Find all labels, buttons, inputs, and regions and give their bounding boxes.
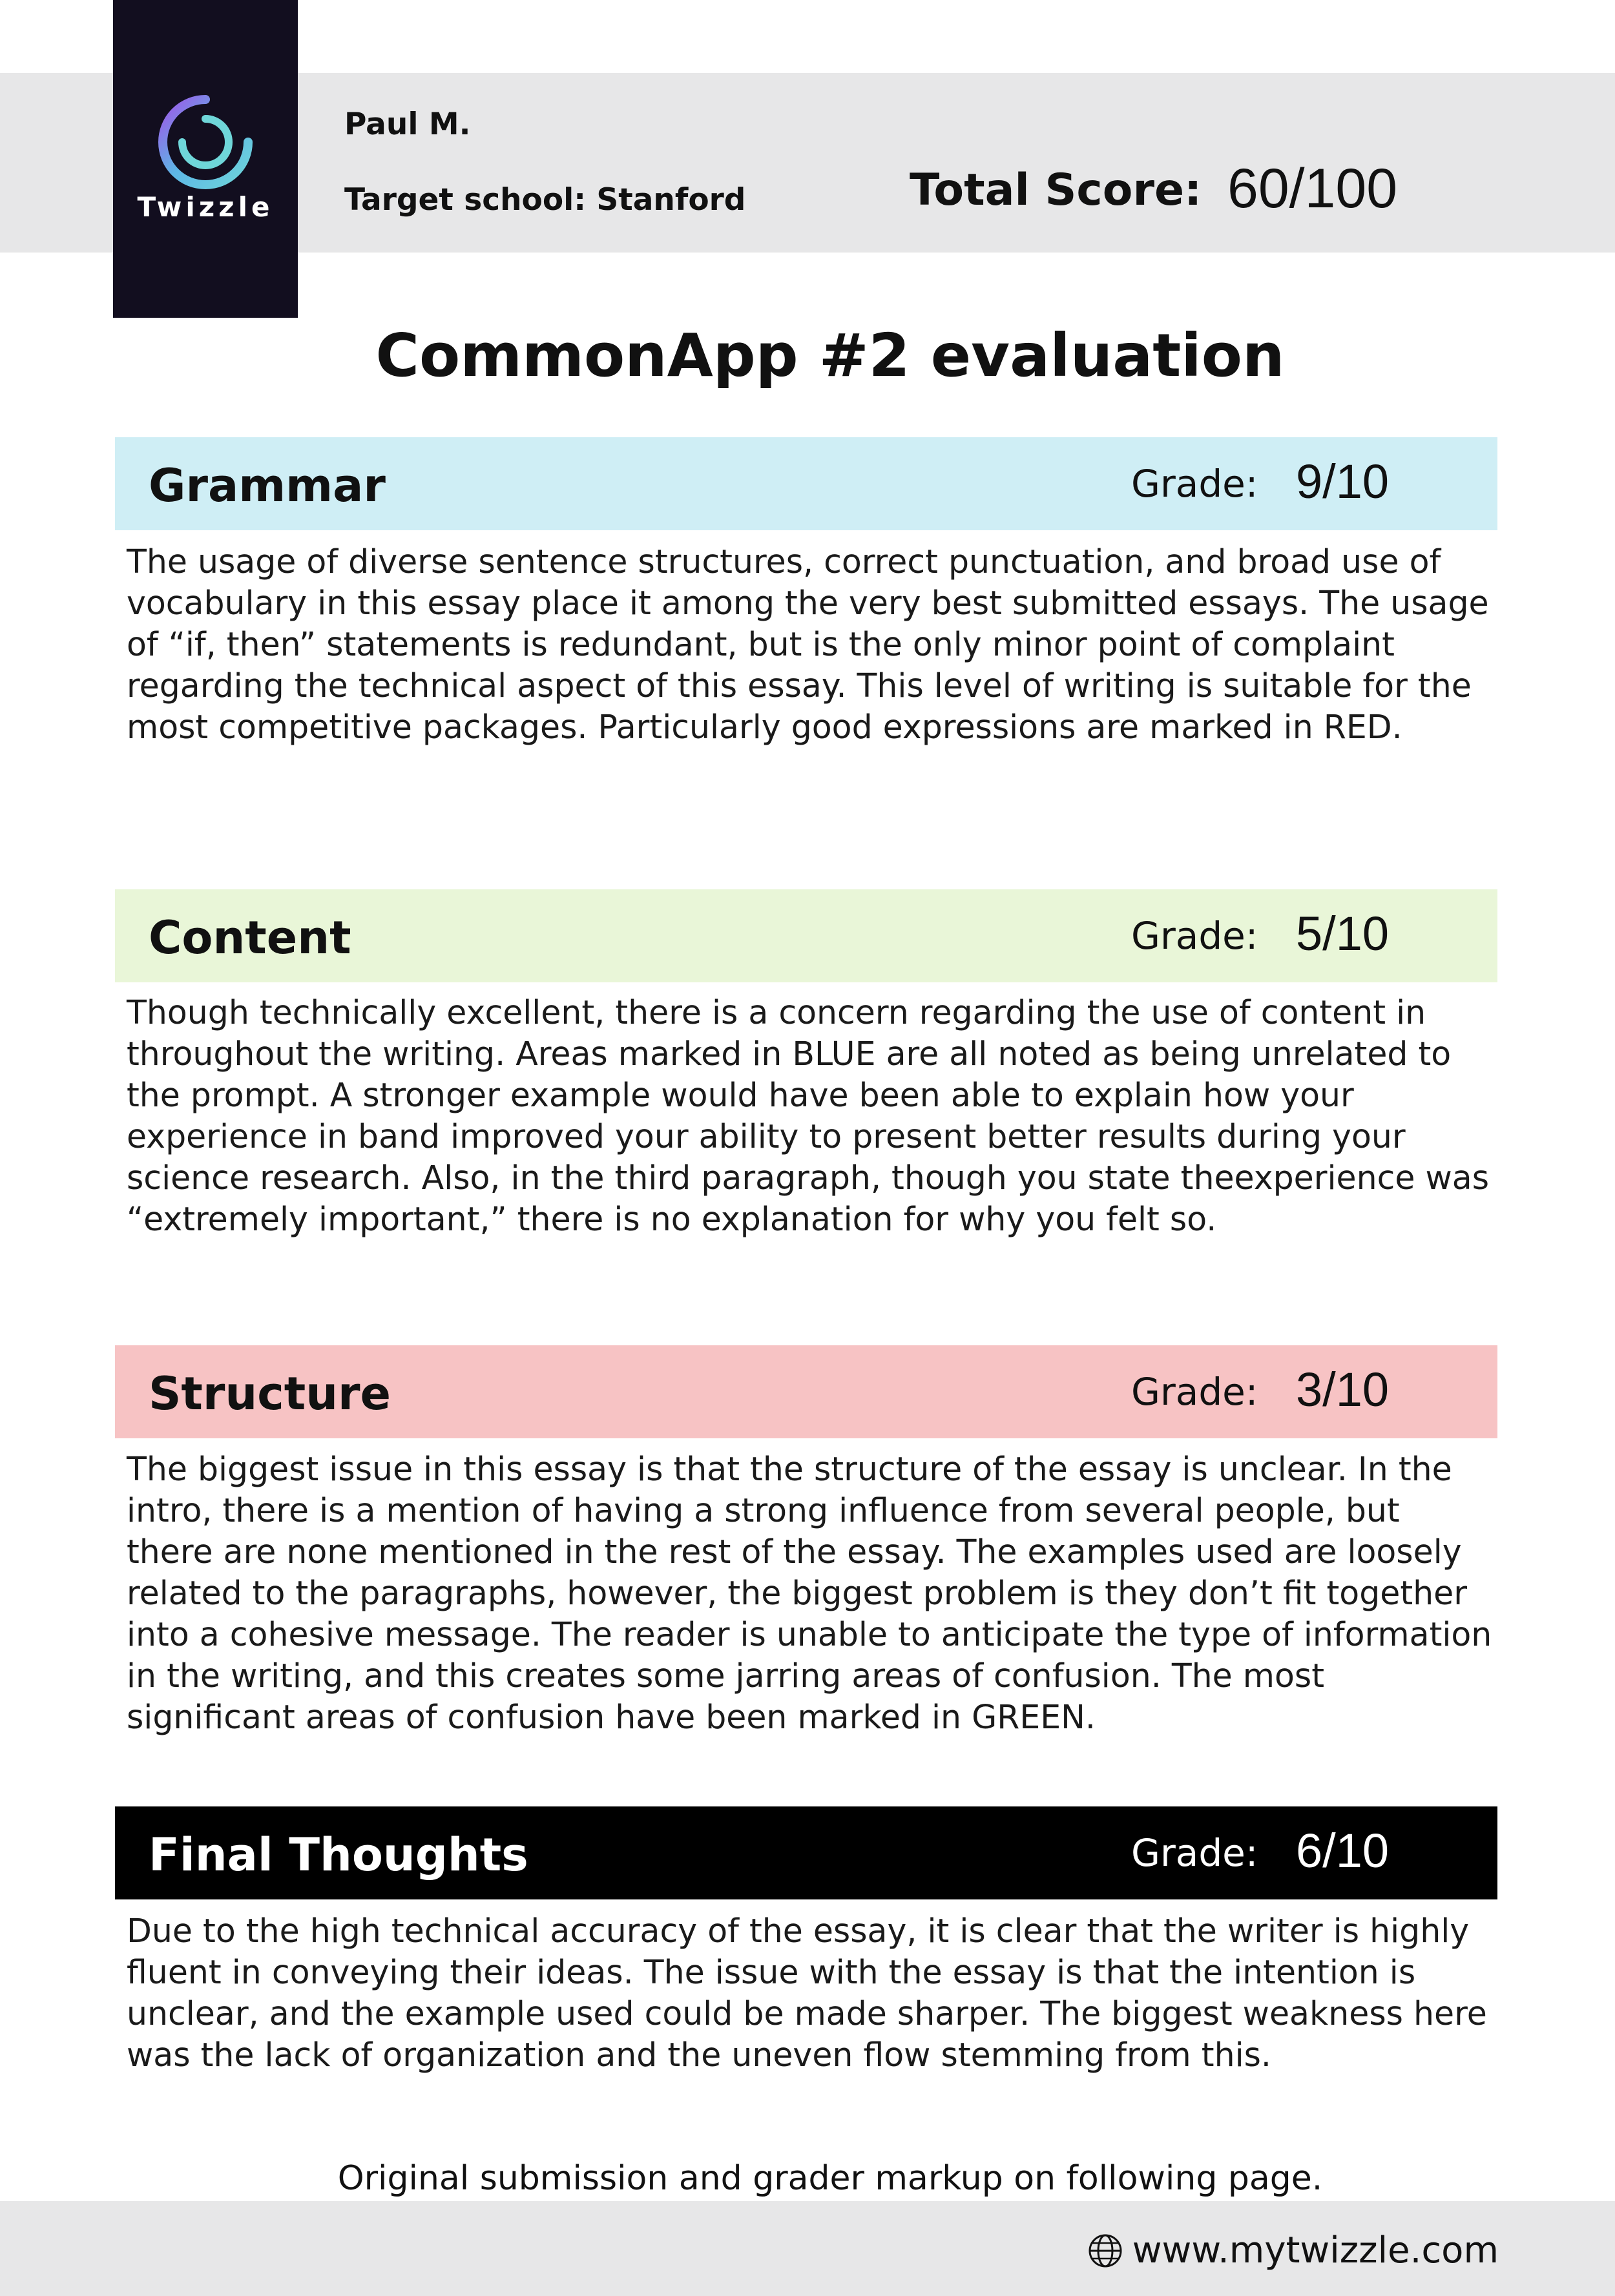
content-feedback-text: Though technically excellent, there is a concern regarding the use of content in throughout the writing. Areas marked in BLUE are all noted as being unrelated to the prompt. A stronger example would have been able to explain how your experience in band improved your ability to present better results during your science research. Also, in the third paragraph, though you state theexperience was “extremely important,” there is no explanation for why you felt so. [127, 993, 1490, 1238]
twizzle-logo-mark-icon [154, 90, 257, 194]
grade-value: 5/10 [1296, 907, 1390, 960]
grammar-section-header [115, 437, 1497, 530]
footer-note: Original submission and grader markup on following page. [337, 2159, 1323, 2198]
final-thoughts-feedback-text: Due to the high technical accuracy of the essay, it is clear that the writer is highly fluent in conveying their ideas. The issue with the essay is that the intention is unclear, and the example used could be made sharper. The biggest weakness here was the lack of organization and the uneven flow stemming from this. [127, 1912, 1487, 2074]
target-school: Target school: Stanford [344, 182, 746, 218]
structure-feedback-text: The biggest issue in this essay is that the structure of the essay is unclear. In the intro, there is a mention of having a strong influence from several people, but there are none mentioned in the rest of the essay. The examples used are loosely related to the paragraphs, however, the biggest problem is they don’t fit together into a cohesive message. The reader is unable to anticipate the type of information in the writing, and this creates some jarring areas of confusion. The most significant areas of confusion have been marked in GREEN. [127, 1450, 1492, 1736]
grammar-feedback-text: The usage of diverse sentence structures, correct punctuation, and broad use of vocabulary in this essay place it among the very best submitted essays. The usage of “if, then” statements is redundant, but is the only minor point of complaint regarding the technical aspect of this essay. This level of writing is suitable for the most competitive packages. Particularly good expressions are marked in RED. [127, 543, 1489, 746]
section-title: Structure [149, 1367, 391, 1420]
footer-band [0, 2201, 1615, 2296]
twizzle-logo-wordmark: Twizzle [137, 191, 274, 223]
grade-label: Grade: [1131, 914, 1258, 958]
total-score-label: Total Score: [910, 165, 1202, 216]
content-section-header [115, 889, 1497, 982]
structure-section-header [115, 1345, 1497, 1438]
twizzle-logo [113, 0, 298, 318]
page-title: CommonApp #2 evaluation [375, 321, 1285, 390]
grade-label: Grade: [1131, 1370, 1258, 1414]
section-title: Content [149, 911, 351, 964]
final-thoughts-section-header [115, 1806, 1497, 1899]
grade-label: Grade: [1131, 1831, 1258, 1875]
grade-value: 9/10 [1296, 455, 1390, 508]
section-title: Grammar [149, 459, 386, 512]
website-link[interactable] [1087, 2229, 1499, 2271]
section-title: Final Thoughts [149, 1828, 528, 1881]
grade-label: Grade: [1131, 462, 1258, 506]
website-url[interactable]: www.mytwizzle.com [1132, 2229, 1499, 2271]
student-name: Paul M. [344, 107, 471, 142]
globe-icon [1087, 2233, 1123, 2269]
grade-value: 3/10 [1296, 1363, 1390, 1416]
total-score-value: 60/100 [1227, 158, 1398, 220]
grade-value: 6/10 [1296, 1824, 1390, 1877]
